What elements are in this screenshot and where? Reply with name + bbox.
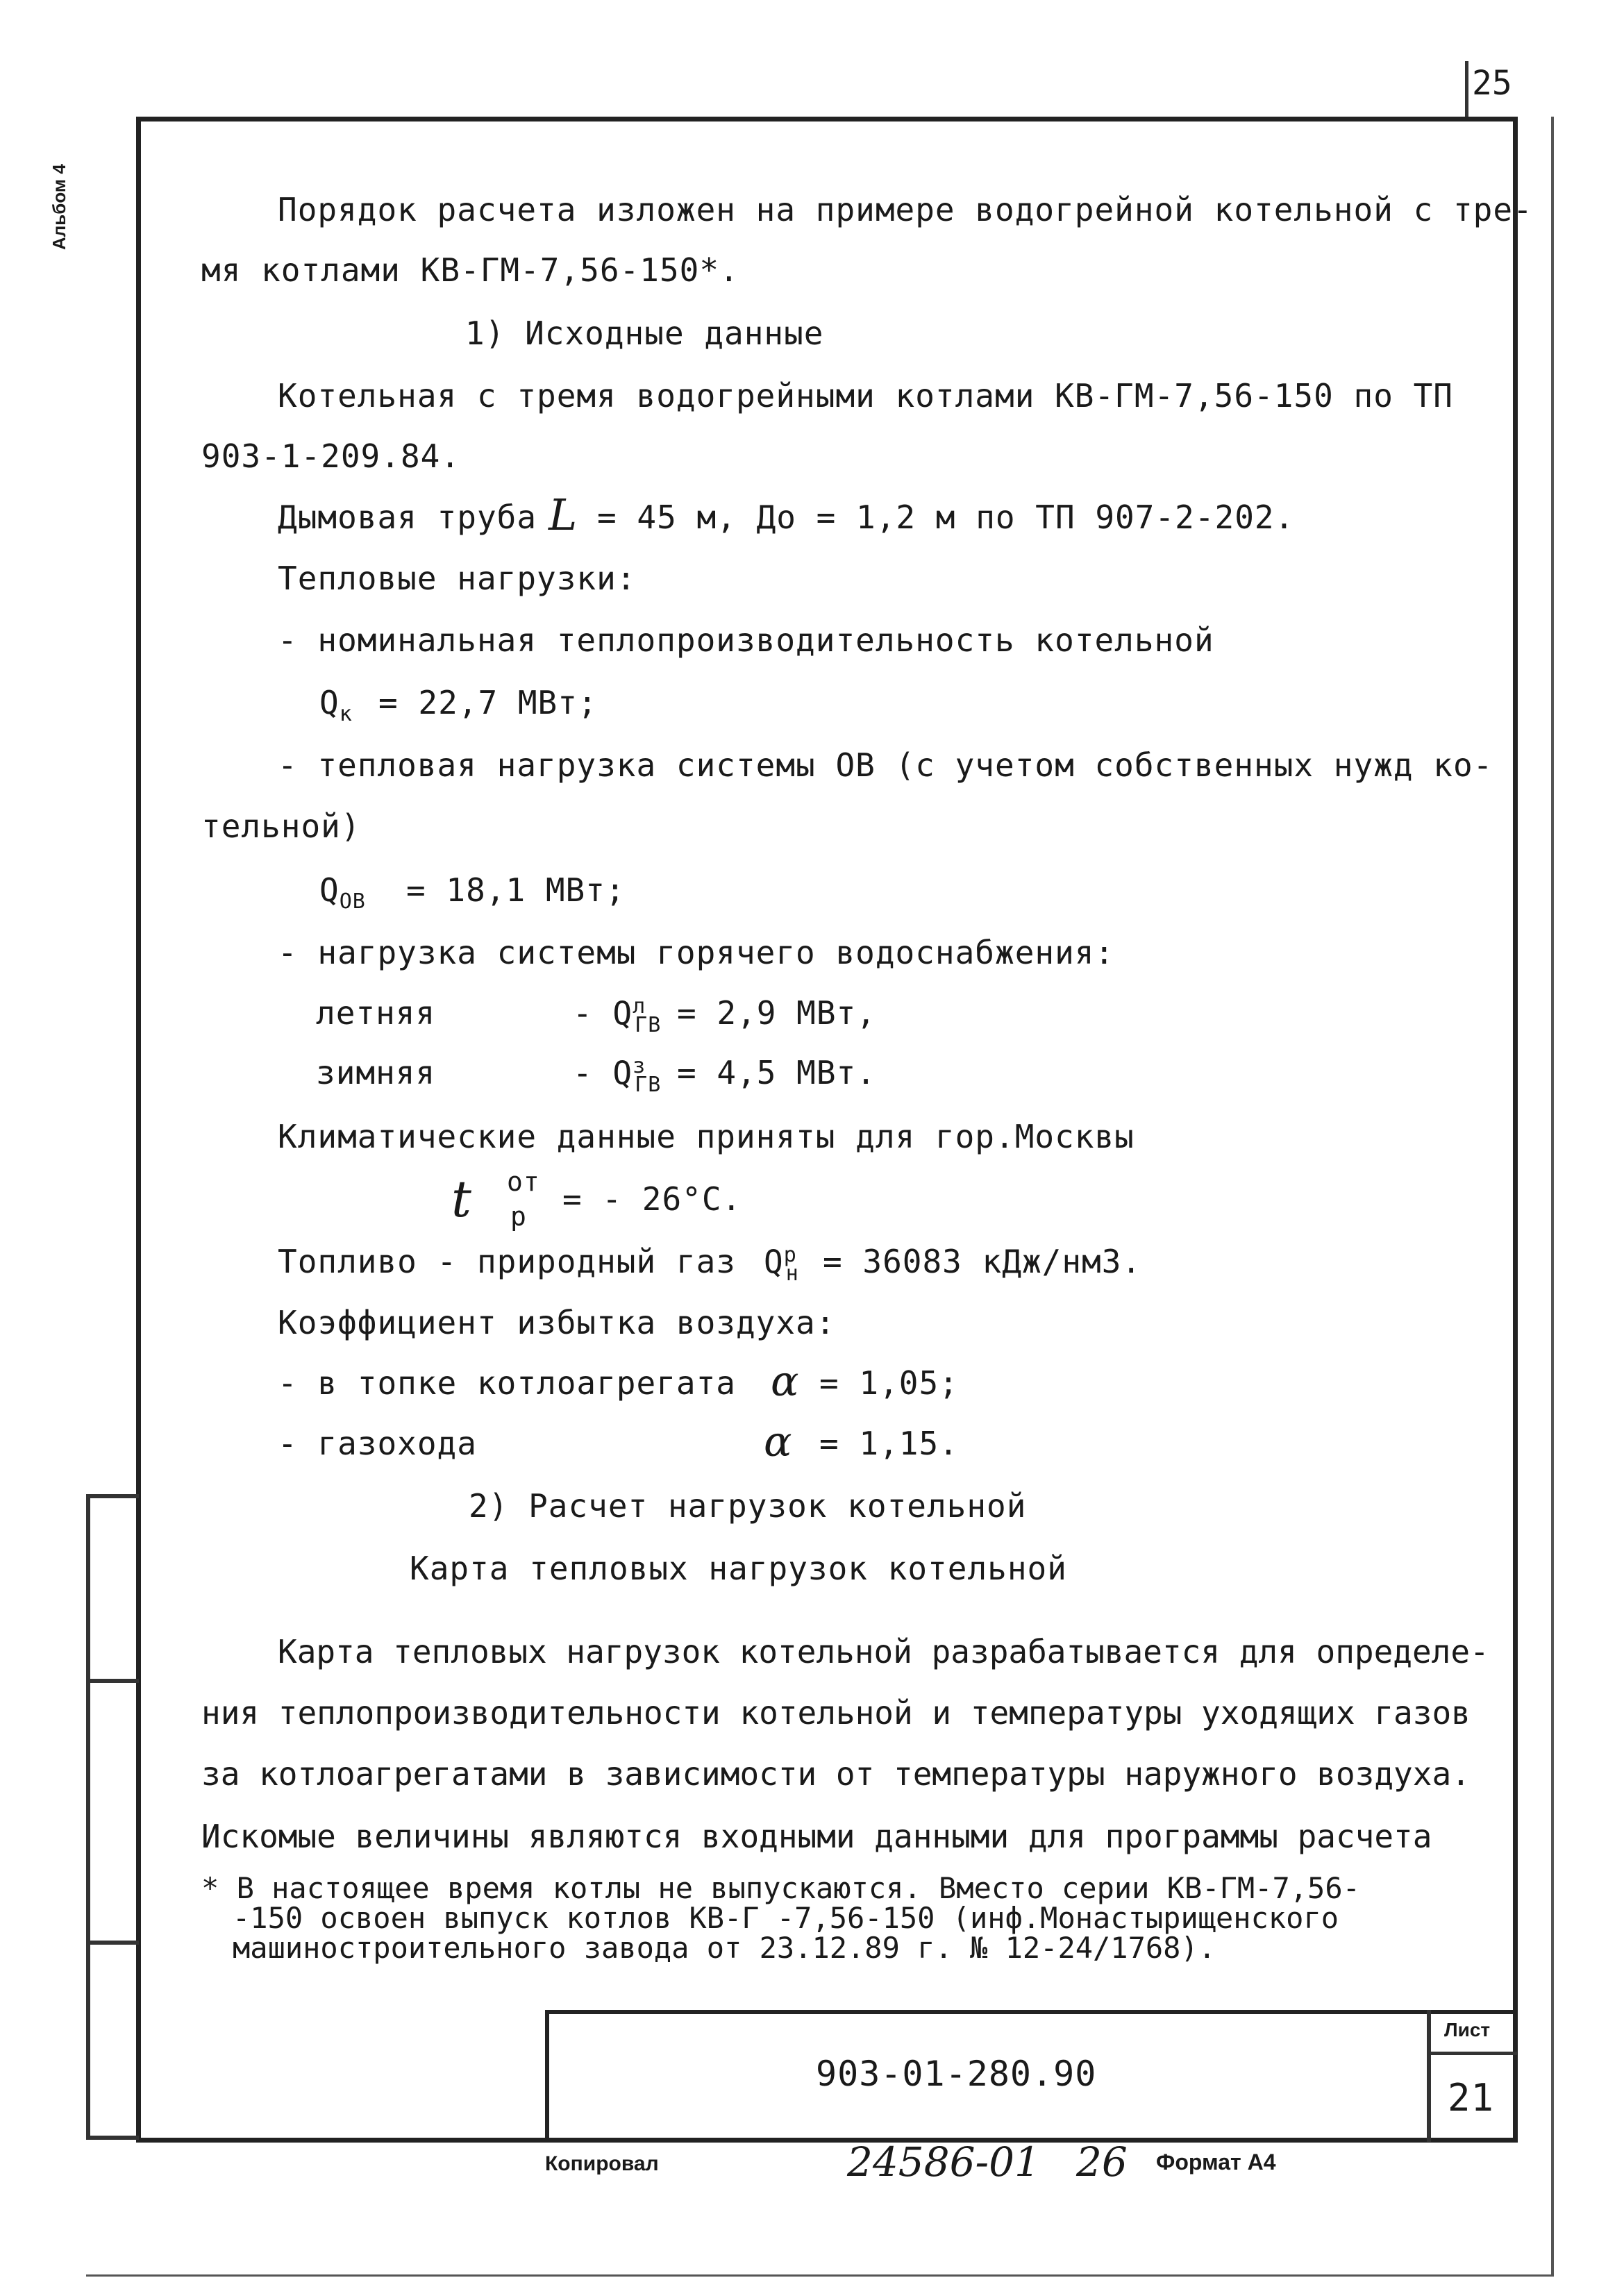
page-number: 25 [1472,64,1512,103]
text-line: = 22,7 МВт; [378,684,598,721]
footnote-line: -150 освоен выпуск котлов КВ-Г -7,56-150 (инф.Монастырищенского [233,1901,1339,1935]
text-line: Порядок расчета изложен на примере водогрейной котельной с тре- [278,191,1533,228]
q-letter: Q [612,1054,633,1092]
binding-row-line [86,1494,139,1498]
text-line: - номинальная теплопроизводительность котельной [278,621,1214,659]
t-sub: р [510,1201,527,1232]
text-line: = - 26°С. [562,1180,742,1218]
text-line: 903-1-209.84. [201,437,461,475]
inventory-stamp: 24586-01 [847,2138,1040,2186]
copied-label: Копировал [545,2152,659,2175]
text-line: Искомые величины являются входными данными для программы расчета [201,1818,1432,1855]
page-number-divider [1465,61,1468,117]
right-margin-line [1551,117,1554,2276]
title-block-divider [1427,2010,1431,2142]
q-sub-k: к [339,702,353,727]
symbol-alpha: α [771,1357,800,1406]
q-letter: Q [319,684,340,721]
text-line: = 1,05; [819,1364,959,1402]
text-line: = 4,5 МВт. [677,1054,876,1091]
section-heading: 1) Исходные данные [465,315,824,352]
text-line: = 18,1 МВт; [406,871,626,909]
t-sup: от [507,1166,540,1197]
text-line: - тепловая нагрузка системы ОВ (с учетом собственных нужд ко- [278,746,1493,784]
symbol-q [319,684,353,726]
footnote-line: машиностроительного завода от 23.12.89 г. № 12-24/1768). [233,1931,1216,1965]
bottom-rule [86,2274,1554,2277]
q-sub-ov: ОВ [339,889,366,914]
symbol-q-gv [573,994,661,1037]
q-letter: Q [612,994,633,1032]
side-stamp: Альбом 4 [49,164,69,250]
dash: - [573,1054,613,1092]
q-sup-l: л [633,994,646,1019]
symbol-alpha: α [764,1418,793,1466]
text-line: - в топке котлоагрегата [278,1364,736,1402]
symbol-t: t [451,1170,472,1228]
text-line: Дымовая труба [278,498,537,536]
symbol-q [319,871,366,914]
binding-row-line [86,1941,139,1945]
sheet-number: 21 [1448,2076,1495,2120]
dash: - [573,994,613,1032]
text-line: = 45 м, До = 1,2 м по ТП 907-2-202. [597,498,1295,536]
q-sup-z: з [633,1054,646,1078]
text-line: = 1,15. [819,1425,959,1462]
text-line: ния теплопроизводительности котельной и температуры уходящих газов [201,1694,1471,1732]
q-sub-gv: ГВ [635,1072,662,1097]
text-line: = 2,9 МВт, [677,994,876,1032]
doc-code: 903-01-280.90 [816,2054,1097,2094]
text-line: мя котлами КВ-ГМ-7,56-150*. [201,251,739,289]
sheet-label: Лист [1444,2019,1491,2041]
binding-row-line [86,1679,139,1683]
section-heading: 2) Расчет нагрузок котельной [469,1487,1027,1525]
text-line: = 36083 кДж/нм3. [823,1243,1142,1280]
binding-column-line [86,1494,90,2140]
section-heading: Карта тепловых нагрузок котельной [410,1550,1067,1587]
text-line: Котельная с тремя водогрейными котлами КВ-ГМ-7,56-150 по ТП [278,377,1453,414]
binding-row-line [86,2136,139,2140]
symbol-q-gv [573,1054,661,1097]
text-line: Карта тепловых нагрузок котельной разрабатывается для определе- [278,1633,1489,1670]
q-sub-gv: ГВ [635,1012,662,1037]
symbol-q-n [764,1243,799,1286]
q-letter: Q [319,871,340,909]
q-letter: Q [764,1243,784,1281]
text-line: - газохода [278,1425,477,1462]
text-line: Тепловые нагрузки: [278,560,637,597]
symbol-L: L [549,489,578,540]
q-sub-n: н [785,1261,799,1286]
text-line: Топливо - природный газ [278,1243,736,1280]
q-sup-p: р [783,1243,797,1267]
footnote-line: * В настоящее время котлы не выпускаются. Вместо серии КВ-ГМ-7,56- [201,1871,1360,1905]
title-block-divider [1427,2052,1517,2055]
format-label: Формат А4 [1156,2150,1276,2175]
text-line: Коэффициент избытка воздуха: [278,1304,836,1341]
text-line: тельной) [201,807,361,845]
text-line: за котлоагрегатами в зависимости от температуры наружного воздуха. [201,1755,1471,1793]
stamp-page: 26 [1076,2138,1128,2186]
text-line: зимняя [316,1054,436,1091]
text-line: Климатические данные приняты для гор.Москвы [278,1118,1135,1155]
text-line: - нагрузка системы горячего водоснабжения: [278,934,1115,971]
text-line: летняя [316,994,436,1032]
